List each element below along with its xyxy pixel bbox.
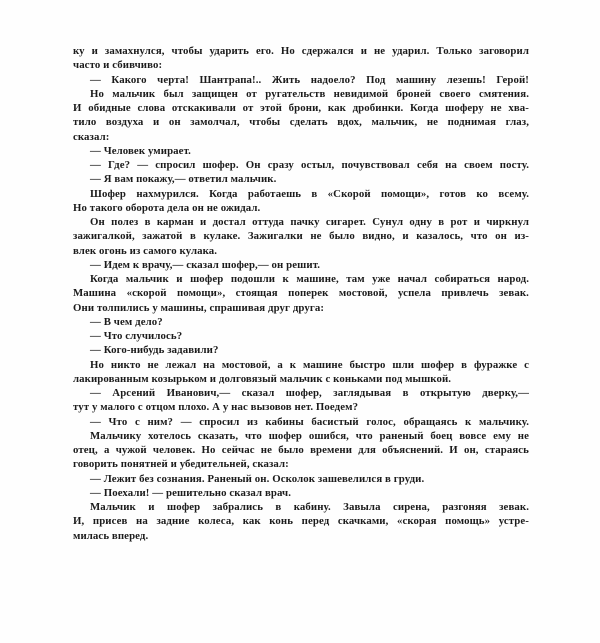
text-line: Шофер нахмурился. Когда работаешь в «Скорой помощи», готов ко всему.	[90, 187, 529, 200]
text-line: милась вперед.	[73, 529, 149, 542]
text-line: — Лежит без сознания. Раненый он. Осколок зашевелился в груди.	[90, 472, 425, 485]
text-line: Но такого оборота дела он не ожидал.	[73, 201, 261, 214]
text-line: — Я вам покажу,— ответил мальчик.	[90, 173, 277, 186]
text-line: — Где? — спросил шофер. Он сразу остыл, почувствовал себя на своем посту.	[90, 159, 529, 171]
text-line: — Человек умирает.	[90, 144, 191, 157]
text-line: лакированным козырьком и долговязый мальчик с коньками под мышкой.	[73, 372, 452, 385]
text-line: зажигалкой, зажатой в кулаке. Зажигалки не было видно, и казалось, что он из-	[73, 230, 529, 243]
text-line: тут у малого с отцом плохо. А у нас вызовов нет. Поедем?	[73, 401, 359, 414]
text-line: часто и сбивчиво:	[73, 59, 163, 72]
text-line: — Арсений Иванович,— сказал шофер, заглядывая в открытую дверку,—	[90, 387, 529, 399]
text-line: — Идем к врачу,— сказал шофер,— он решит.	[90, 258, 321, 271]
text-line: — Что с ним? — спросил из кабины басистый голос, обращаясь к мальчику.	[90, 415, 529, 428]
text-line: И обидные слова отскакивали от этой брони, как дробинки. Когда шоферу не хва-	[73, 102, 529, 114]
text-line: — Что случилось?	[90, 330, 183, 342]
text-line: говорить понятней и убедительней, сказал:	[73, 458, 289, 471]
text-line: Мальчик и шофер забрались в кабину. Завыла сирена, разгоняя зевак.	[90, 501, 529, 513]
text-line: — В чем дело?	[90, 315, 163, 328]
text-line: Он полез в карман и достал оттуда пачку сигарет. Сунул одну в рот и чиркнул	[90, 216, 529, 228]
text-line: Они толпились у машины, спрашивая друг друга:	[73, 301, 325, 314]
text-line: Мальчику хотелось сказать, что шофер ошибся, что раненый боец вовсе ему не	[90, 429, 529, 442]
text-line: Но никто не лежал на мостовой, а к машине быстро шли шофер в фуражке с	[90, 358, 529, 371]
text-line: Когда мальчик и шофер подошли к машине, там уже начал собираться народ.	[90, 273, 529, 285]
text-line: — Поехали! — решительно сказал врач.	[90, 486, 292, 499]
text-line: Но мальчик был защищен от ругательств невидимой броней своего смятения.	[90, 87, 529, 100]
text-line: — Какого черта! Шантрапа!.. Жить надоело? Под машину лезешь! Герой!	[90, 73, 529, 86]
text-line: влек огонь из самого кулака.	[73, 244, 218, 257]
text-line: сказал:	[73, 130, 110, 143]
text-line: отец, а чужой человек. Но сейчас не было времени для объяснений. И он, стараясь	[73, 444, 529, 456]
text-line: ку и замахнулся, чтобы ударить его. Но сдержался и не ударил. Только заговорил	[73, 45, 529, 57]
text-line: И, присев на задние колеса, как конь перед скачками, «скорая помощь» устре-	[73, 515, 529, 528]
text-line: тило воздуха и он замолчал, чтобы сделать вдох, мальчик, не поднимая глаз,	[73, 116, 529, 129]
text-line: — Кого-нибудь задавили?	[90, 344, 219, 357]
text-block	[73, 44, 529, 543]
text-line: Машина «скорой помощи», стоящая поперек мостовой, успела привлечь зевак.	[73, 287, 529, 300]
